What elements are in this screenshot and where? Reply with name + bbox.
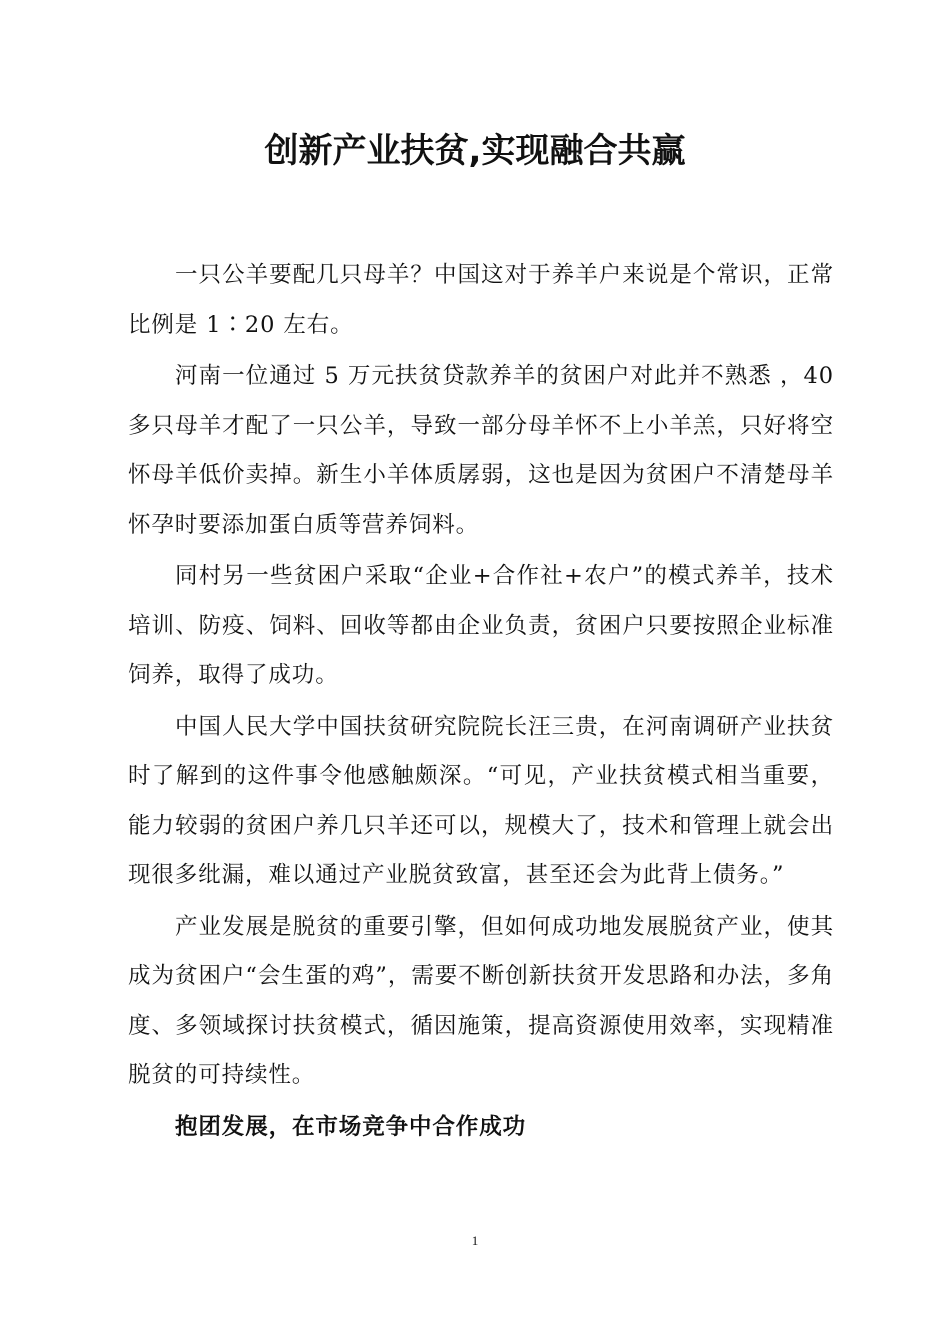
document-body [128,251,834,1152]
paragraph-3: 同村另一些贫困户采取“企业+合作社+农户”的模式养羊，技术培训、防疫、饲料、回收等都由企业负责，贫困户只要按照企业标准饲养，取得了成功。 [128,563,834,688]
paragraph-4: 中国人民大学中国扶贫研究院院长汪三贵，在河南调研产业扶贫时了解到的这件事令他感触颇深。“可见，产业扶贫模式相当重要，能力较弱的贫困户养几只羊还可以，规模大了，技术和管理上就会出现很多纰漏，难以通过产业脱贫致富，甚至还会为此背上债务。” [128,713,834,888]
section-heading: 抱团发展，在市场竞争中合作成功 [175,1113,527,1140]
paragraph-5: 产业发展是脱贫的重要引擎，但如何成功地发展脱贫产业，使其成为贫困户“会生蛋的鸡”，需要不断创新扶贫开发思路和办法，多角度、多领域探讨扶贫模式，循因施策，提高资源使用效率，实现精准脱贫的可持续性。 [128,913,834,1088]
paragraph-1: 一只公羊要配几只母羊？中国这对于养羊户来说是个常识，正常比例是 1∶20 左右。 [128,262,834,338]
page-number: 1 [471,1233,479,1248]
paragraph-2: 河南一位通过 5 万元扶贫贷款养羊的贫困户对此并不熟悉 ，40 多只母羊才配了一只公羊，导致一部分母羊怀不上小羊羔，只好将空怀母羊低价卖掉。新生小羊体质孱弱，这也是因为贫困户不清楚母羊怀孕时要添加蛋白质等营养饲料。 [128,363,834,538]
document-title: 创新产业扶贫,实现融合共赢 [264,131,686,171]
